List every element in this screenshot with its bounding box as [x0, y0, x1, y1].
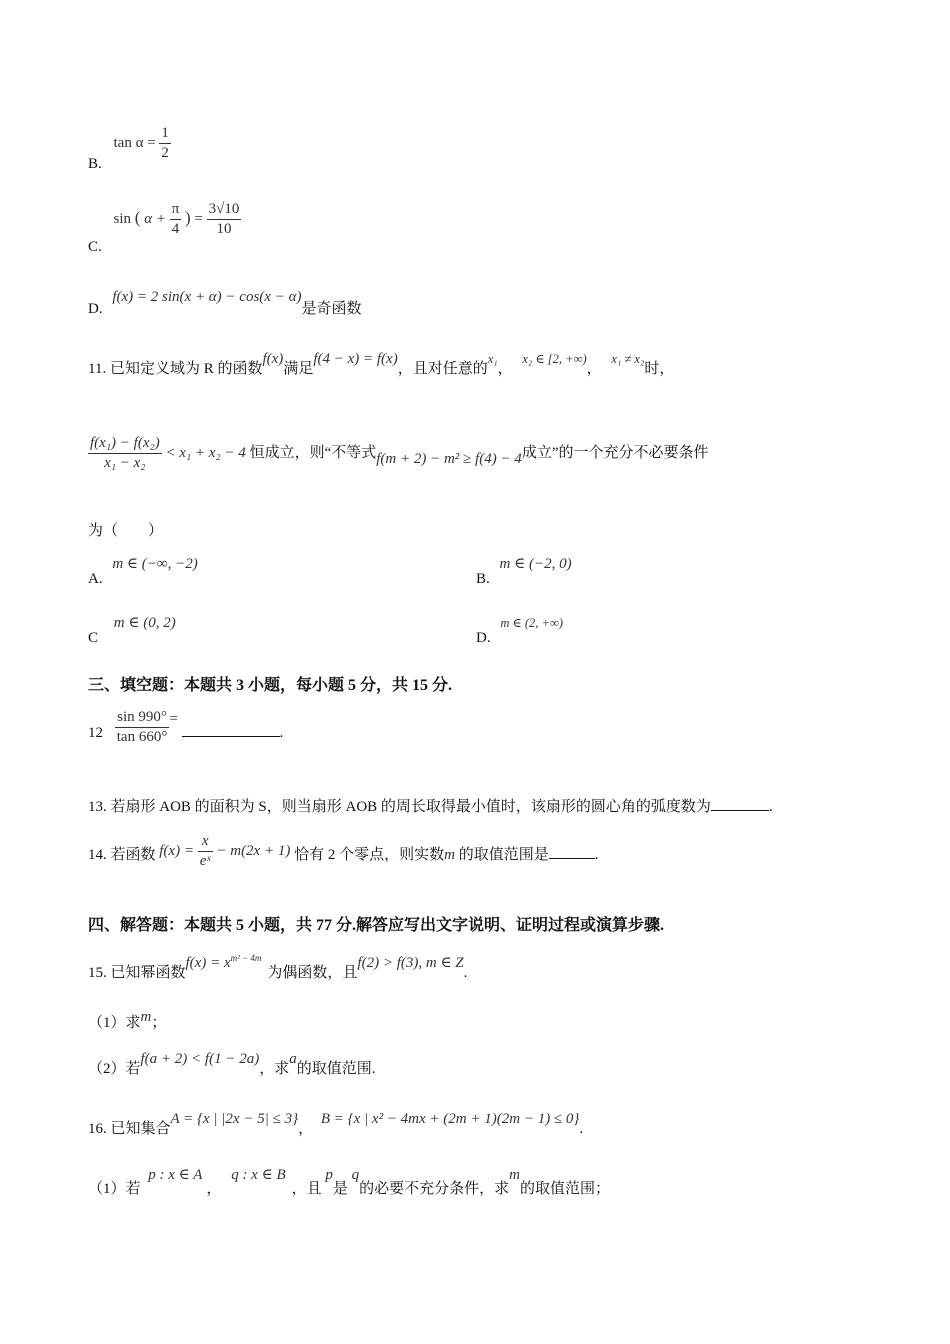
- q10-option-b: B. tan α = $\frac{1}{2}$: [88, 125, 169, 172]
- section-3-title: 三、填空题：本题共 3 小题，每小题 5 分，共 15 分.: [88, 677, 453, 694]
- q11-option-c: C m ∈ (0, 2): [88, 615, 176, 646]
- q10-option-c: C. sin ( α + $\frac{\pi}{4}$ ) = $\frac{3√10}{10}$: [88, 201, 240, 255]
- q13: 13. 若扇形 AOB 的面积为 S，则当扇形 AOB 的周长取得最小值时，该扇形的圆心角的弧度数为 .: [88, 799, 773, 815]
- q12: 12 $\frac{\sin 990^\circ}{\tan 660^\circ}$ = .: [88, 709, 284, 745]
- q11-option-a: A. m ∈ (−∞, −2): [88, 556, 198, 587]
- q11-option-b: B. m ∈ (−2, 0): [476, 556, 572, 587]
- q16-part-1: （1）若 p : x ∈ A， q : x ∈ B，且 p是 q的必要不充分条件，求m的取值范围；: [88, 1167, 611, 1197]
- q14: 14. 若函数 f(x) = $\frac{x}{\text{eˣ}}$ − m(2x + 1) 恰有 2 个零点，则实数m 的取值范围是 .: [88, 833, 599, 869]
- q10-opt-b-formula: tan α = $\frac{1}{2}$: [113, 125, 169, 161]
- q15-part-1: （1）求m；: [88, 1009, 167, 1031]
- q10-option-d: D. f(x) = 2 sin(x + α) − cos(x − α)是奇函数: [88, 289, 362, 317]
- q11-option-d: D. m ∈ (2, +∞): [476, 616, 564, 646]
- q14-answer-blank[interactable]: [549, 858, 595, 859]
- q15: 15. 已知幂函数$f(x) = x^{m^2 - 4m}$为偶函数，且f(2) > f(3), m ∈ Z.: [88, 953, 468, 981]
- q11-line-3: 为（ ）: [88, 523, 164, 539]
- q12-answer-blank[interactable]: [182, 736, 280, 737]
- q11-inequality: $\frac{\text{f(x₁) − f(x₂)}}{\text{x₁ − x₂}}$ < x₁ + x₂ − 4: [90, 435, 246, 471]
- q10-opt-d-formula: f(x) = 2 sin(x + α) − cos(x − α): [112, 289, 302, 305]
- q13-answer-blank[interactable]: [711, 810, 769, 811]
- q10-opt-c-formula: sin ( α + $\frac{\pi}{4}$ ) = $\frac{3√10}{10}$: [113, 201, 240, 237]
- q11-line-1: 11. 已知定义域为 R 的函数f(x)满足f(4 − x) = f(x)，且对任意的x₁， x₂ ∈ [2, +∞)， x₁ ≠ x₂时，: [88, 351, 675, 377]
- q15-part-2: （2）若f(a + 2) < f(1 − 2a)，求a的取值范围.: [88, 1051, 376, 1077]
- q11-line-2: $\frac{\text{f(x₁) − f(x₂)}}{\text{x₁ − x₂}}$ < x₁ + x₂ − 4 恒成立，则“不等式f(m + 2) − m² ≥ f(4) − 4成立”的一个充分不必要条件: [90, 435, 709, 471]
- section-4-title: 四、解答题：本题共 5 小题，共 77 分.解答应写出文字说明、证明过程或演算步骤.: [88, 917, 665, 934]
- q16: 16. 已知集合A = {x | |2x − 5| ≤ 3}， B = {x | x² − 4mx + (2m + 1)(2m − 1) ≤ 0}.: [88, 1111, 584, 1137]
